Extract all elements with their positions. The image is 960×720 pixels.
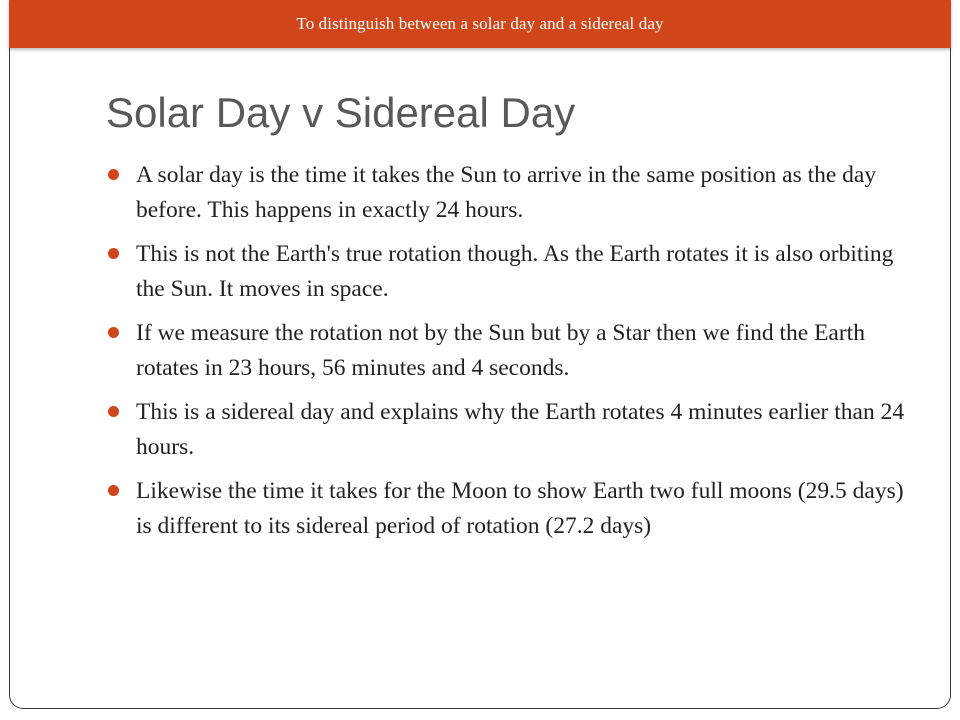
banner-text: To distinguish between a solar day and a sidereal day — [296, 14, 664, 33]
bullet-dot-icon — [108, 406, 119, 417]
bullet-item — [106, 395, 906, 465]
header-banner — [9, 0, 951, 48]
bullet-item — [106, 237, 906, 307]
bullet-dot-icon — [108, 248, 119, 259]
bullet-text: This is a sidereal day and explains why the Earth rotates 4 minutes earlier than 24 hours. — [136, 399, 905, 460]
bullet-text: Likewise the time it takes for the Moon to show Earth two full moons (29.5 days) is different to its sidereal period of rotation (27.2 days) — [136, 478, 904, 539]
bullet-text: A solar day is the time it takes the Sun to arrive in the same position as the day before. This happens in exactly 24 hours. — [136, 162, 877, 223]
bullet-item — [106, 474, 906, 544]
bullet-dot-icon — [108, 327, 119, 338]
bullet-dot-icon — [108, 169, 119, 180]
bullet-text: If we measure the rotation not by the Sun but by a Star then we find the Earth rotates in 23 hours, 56 minutes and 4 seconds. — [136, 320, 865, 381]
bullet-item — [106, 158, 906, 228]
bullet-item — [106, 316, 906, 386]
slide-title: Solar Day v Sidereal Day — [106, 89, 576, 136]
bullet-list — [106, 158, 906, 553]
bullet-dot-icon — [108, 485, 119, 496]
bullet-text: This is not the Earth's true rotation though. As the Earth rotates it is also orbiting the Sun. It moves in space. — [136, 241, 894, 302]
